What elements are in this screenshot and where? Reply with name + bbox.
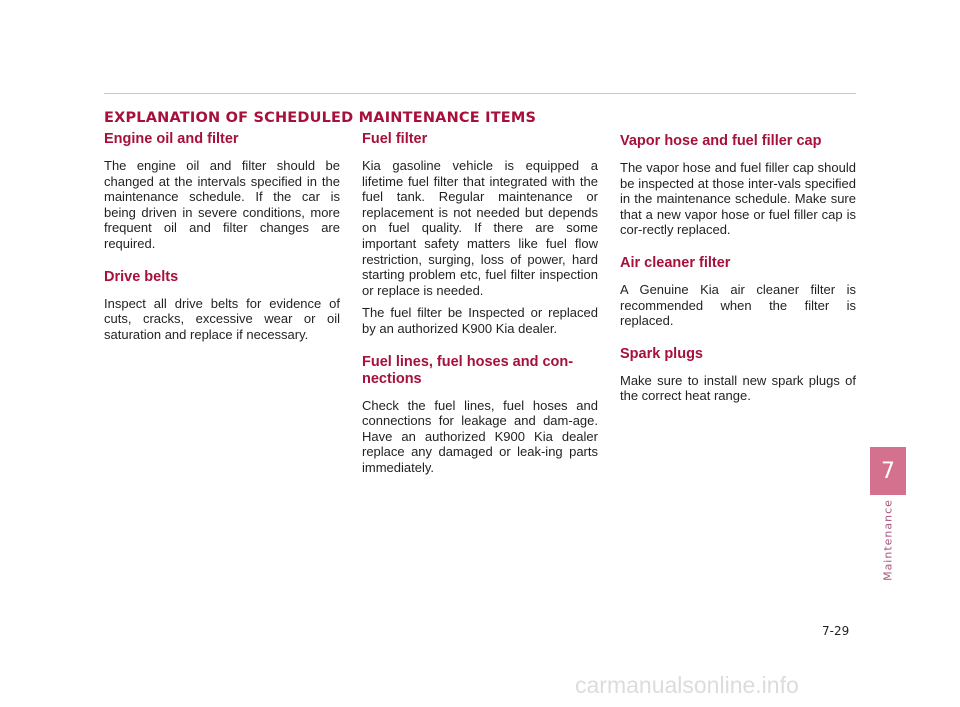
top-divider: [104, 93, 856, 94]
spark-plugs-text: Make sure to install new spark plugs of the correct heat range.: [620, 372, 856, 404]
spark-plugs-section: [620, 346, 856, 404]
engine-oil-text: The engine oil and filter should be changed at the intervals specified in the maintenance schedule. If the car is being driven in severe conditions, more frequent oil and filter changes are required.: [104, 158, 340, 251]
vapor-hose-text: The vapor hose and fuel filler cap should be inspected at those inter-vals specified in the maintenance schedule. Make sure that a new vapor hose or fuel filler cap is cor-rectly replaced.: [620, 160, 856, 238]
chapter-tab: 7: [870, 447, 906, 495]
fuel-filter-section: [362, 131, 598, 337]
air-cleaner-text: A Genuine Kia air cleaner filter is recommended when the filter is replaced.: [620, 281, 856, 329]
section-title: EXPLANATION OF SCHEDULED MAINTENANCE ITEMS: [104, 110, 537, 126]
column-2: [362, 131, 598, 493]
spark-plugs-heading: Spark plugs: [620, 345, 703, 362]
fuel-filter-text-1: Kia gasoline vehicle is equipped a lifetime fuel filter that integrated with the fuel tank. Regular maintenance or replacement is not needed but depends on fuel quality. If there are some important safety matters like fuel flow restriction, surging, loss of power, hard starting problem etc, fuel filter inspection or replace is needed.: [362, 158, 598, 298]
fuel-lines-section: [362, 354, 598, 476]
drive-belts-section: [104, 269, 340, 343]
air-cleaner-heading: Air cleaner filter: [620, 254, 731, 271]
engine-oil-heading: Engine oil and filter: [104, 131, 239, 147]
column-1: [104, 131, 340, 359]
fuel-lines-heading: Fuel lines, fuel hoses and con-nections: [362, 353, 574, 387]
watermark: carmanualsonline.info: [575, 672, 799, 698]
fuel-lines-text: Check the fuel lines, fuel hoses and connections for leakage and dam-age. Have an authorized K900 Kia dealer replace any damaged or leak-ing parts immediately.: [362, 397, 598, 475]
air-cleaner-section: [620, 255, 856, 329]
vapor-hose-heading: Vapor hose and fuel filler cap: [620, 133, 822, 149]
drive-belts-text: Inspect all drive belts for evidence of cuts, cracks, excessive wear or oil saturation and replace if necessary.: [104, 295, 340, 342]
fuel-filter-heading: Fuel filter: [362, 131, 428, 147]
engine-oil-section: [104, 131, 340, 252]
vapor-hose-section: [620, 133, 856, 238]
chapter-label: Maintenance: [881, 499, 895, 581]
page-number: 7-29: [822, 624, 850, 638]
column-3: [620, 131, 856, 421]
fuel-filter-text-2: The fuel filter be Inspected or replaced by an authorized K900 Kia dealer.: [362, 305, 598, 336]
drive-belts-heading: Drive belts: [104, 268, 179, 285]
